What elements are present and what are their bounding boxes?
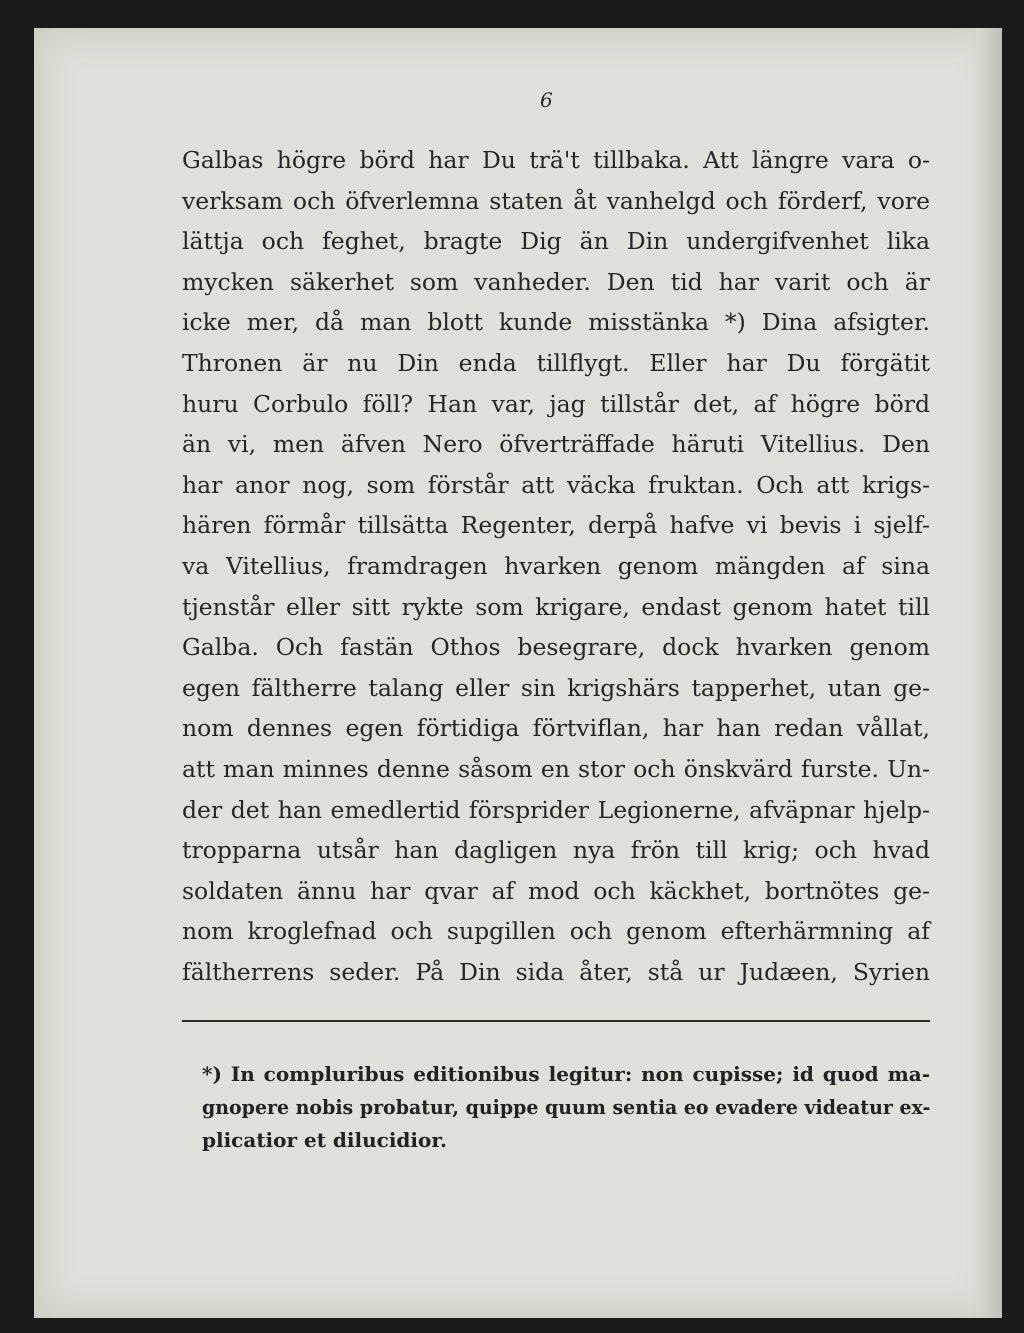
text-line: egen fältherre talang eller sin krigshärs tapperhet, utan ge- <box>182 673 930 702</box>
page-number: 6 <box>540 88 553 112</box>
text-line: nom kroglefnad och supgillen och genom efterhärmning af <box>182 917 930 946</box>
text-line: tjenstår eller sitt rykte som krigare, endast genom hatet till <box>182 592 930 621</box>
text-line: Thronen är nu Din enda tillflygt. Eller har Du förgätit <box>182 348 930 377</box>
text-line: fältherrens seder. På Din sida åter, stå ur Judæen, Syrien <box>182 957 930 986</box>
text-line: verksam och öfverlemna staten åt vanhelgd och förderf, vore <box>182 186 930 215</box>
text-line: lättja och feghet, bragte Dig än Din undergifvenhet lika <box>182 227 930 256</box>
text-line: Galbas högre börd har Du trä't tillbaka. Att längre vara o- <box>182 146 930 174</box>
text-line: mycken säkerhet som vanheder. Den tid har varit och är <box>182 267 930 296</box>
text-line: nom dennes egen förtidiga förtviflan, har han redan vållat, <box>182 714 930 743</box>
text-line: hären förmår tillsätta Regenter, derpå hafve vi bevis i sjelf- <box>182 511 930 540</box>
text-line: soldaten ännu har qvar af mod och käckhet, bortnötes ge- <box>182 876 930 905</box>
text-line: huru Corbulo föll? Han var, jag tillstår det, af högre börd <box>182 389 930 418</box>
footnote-divider <box>182 1020 930 1022</box>
footnote <box>202 1058 930 1157</box>
text-line: icke mer, då man blott kunde misstänka *) Dina afsigter. <box>182 308 930 337</box>
footnote-line: plicatior et dilucidior. <box>202 1128 447 1152</box>
text-line: tropparna utsår han dagligen nya frön till krig; och hvad <box>182 836 930 865</box>
text-line: än vi, men äfven Nero öfverträffade häruti Vitellius. Den <box>182 430 930 459</box>
text-line: att man minnes denne såsom en stor och önskvärd furste. Un- <box>182 754 930 783</box>
page-spine-edge <box>976 28 1002 1318</box>
footnote-line: gnopere nobis probatur, quippe quum sentia eo evadere videatur ex- <box>202 1095 931 1119</box>
text-line: Galba. Och fastän Othos besegrare, dock hvarken genom <box>182 633 930 662</box>
footnote-line: *) In compluribus editionibus legitur: non cupisse; id quod ma- <box>202 1062 930 1086</box>
text-line: der det han emedlertid försprider Legionerne, afväpnar hjelp- <box>182 795 930 824</box>
text-line: har anor nog, som förstår att väcka fruktan. Och att krigs- <box>182 470 930 499</box>
text-line: va Vitellius, framdragen hvarken genom mängden af sina <box>182 551 930 580</box>
main-text <box>182 140 930 992</box>
